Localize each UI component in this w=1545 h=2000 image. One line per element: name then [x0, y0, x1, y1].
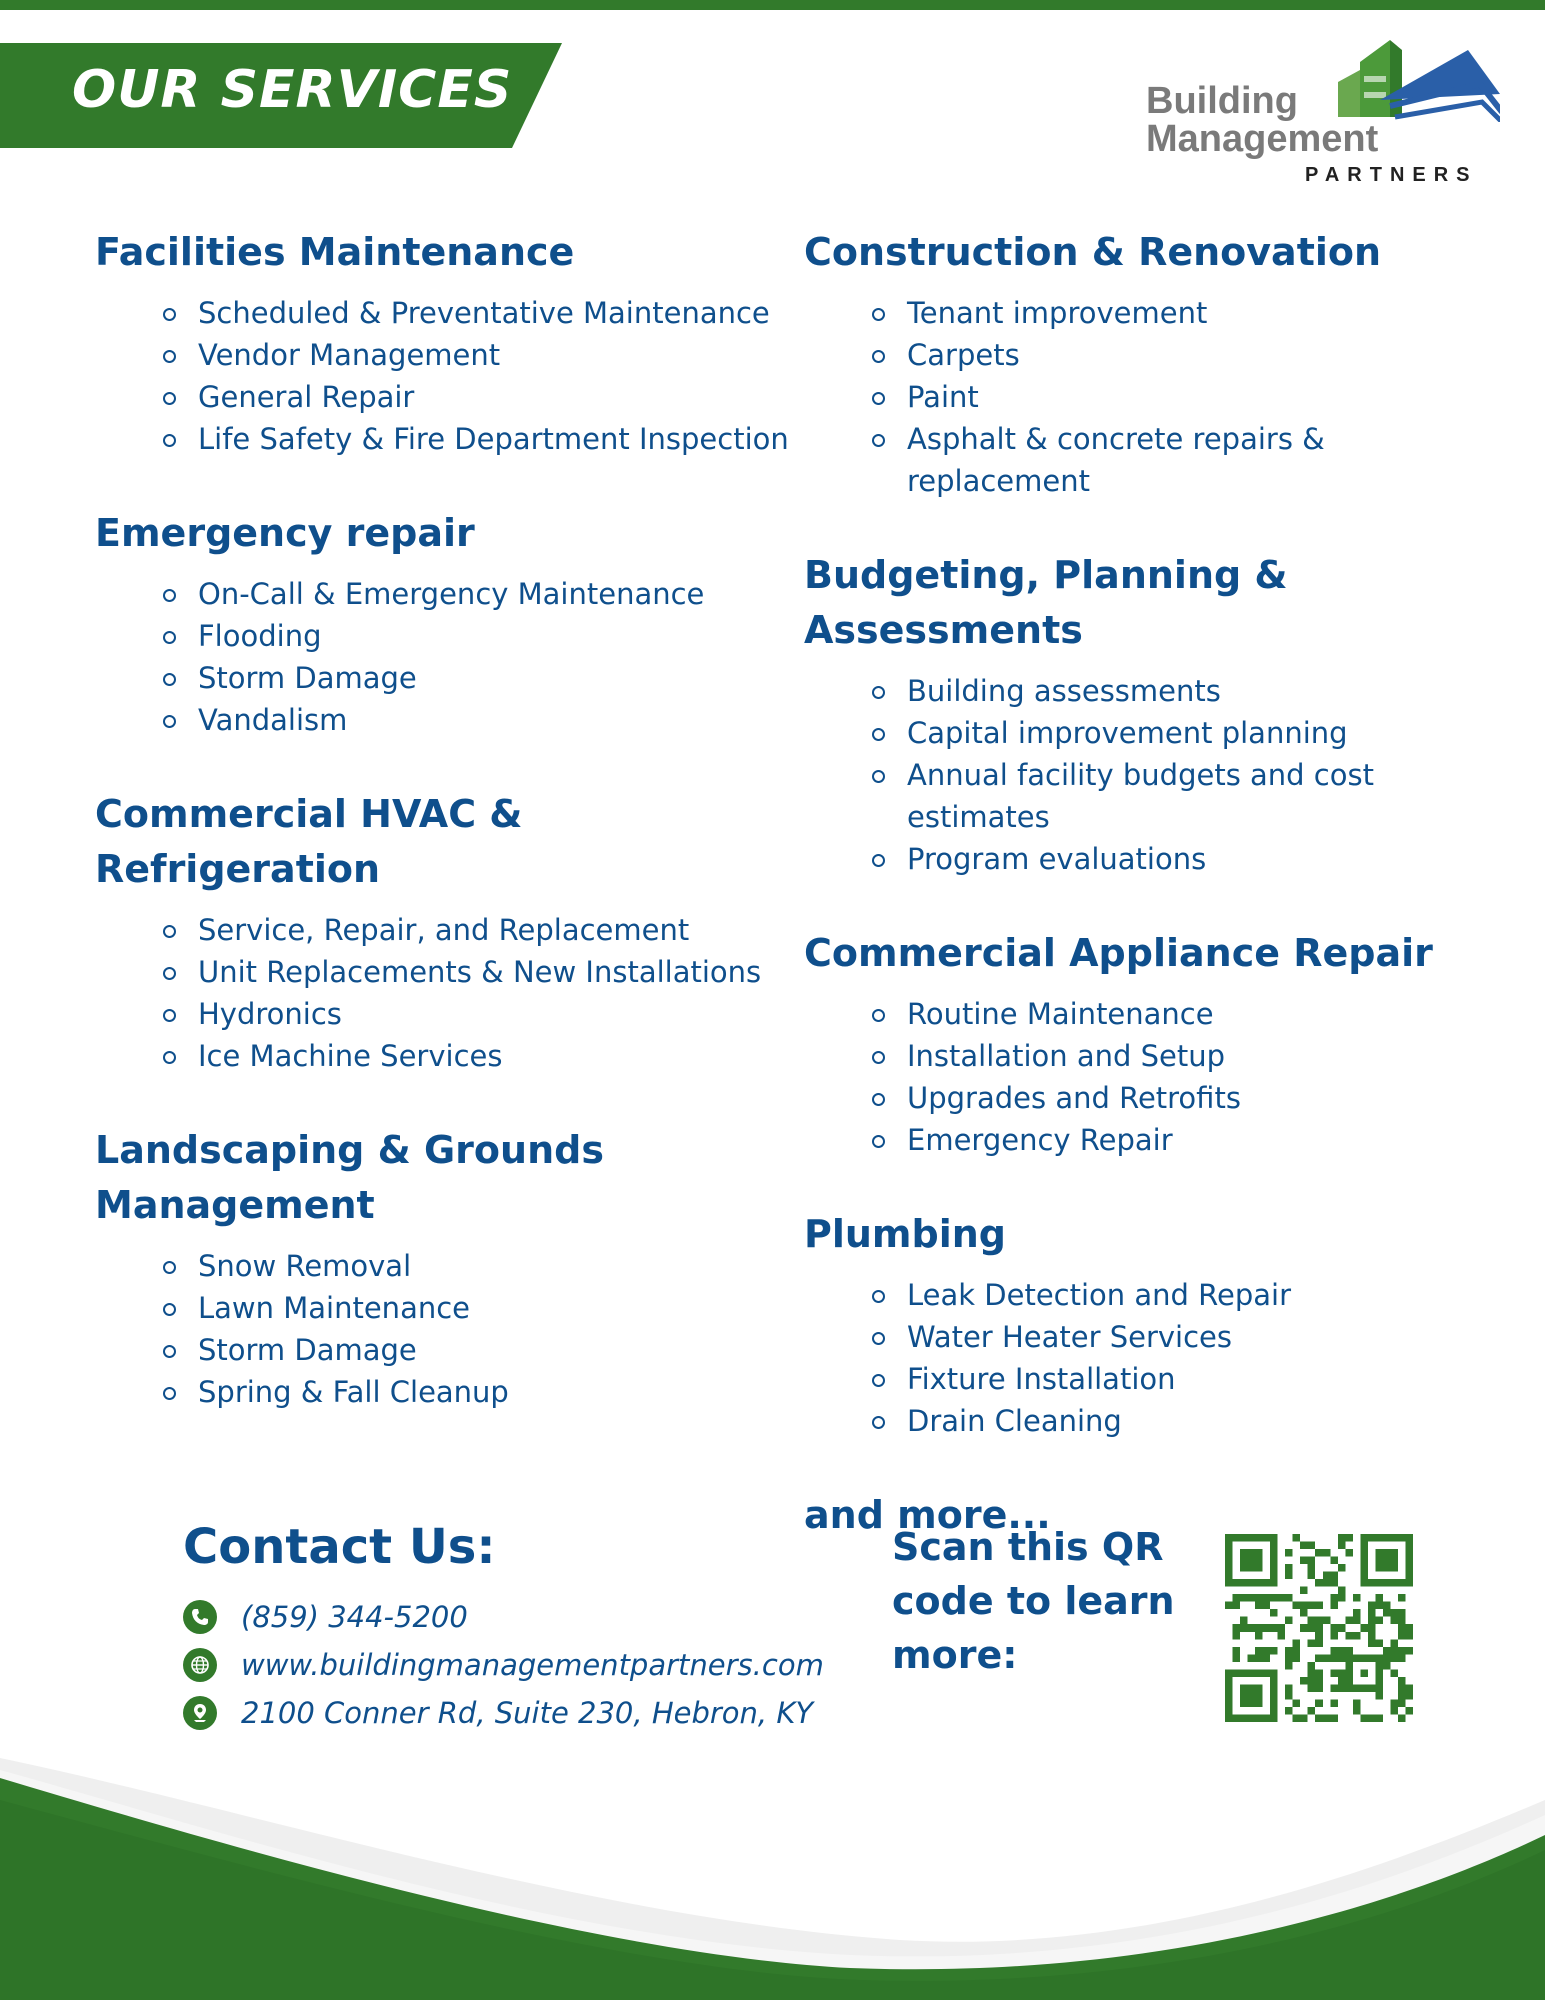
- circle-bullet-icon: [163, 1051, 176, 1064]
- list-item: Leak Detection and Repair: [907, 1274, 1504, 1316]
- service-section-landscaping: [95, 1123, 795, 1413]
- list-item: General Repair: [198, 376, 795, 418]
- qr-module: [1330, 1624, 1338, 1632]
- qr-module: [1285, 1549, 1293, 1557]
- qr-module: [1240, 1684, 1263, 1707]
- list-item: Service, Repair, and Replacement: [198, 909, 795, 951]
- qr-module: [1323, 1572, 1331, 1580]
- qr-module: [1390, 1699, 1398, 1707]
- qr-module: [1308, 1707, 1316, 1715]
- circle-bullet-icon: [163, 673, 176, 686]
- qr-module: [1255, 1624, 1263, 1632]
- qr-module: [1315, 1684, 1323, 1692]
- section-title: Emergency repair: [95, 511, 475, 555]
- qr-callout: [892, 1520, 1192, 1682]
- qr-module: [1368, 1632, 1376, 1640]
- qr-module: [1383, 1662, 1391, 1670]
- qr-module: [1300, 1602, 1308, 1610]
- globe-icon: [183, 1648, 217, 1682]
- qr-module: [1308, 1564, 1316, 1572]
- qr-module: [1360, 1624, 1368, 1632]
- qr-module: [1315, 1669, 1323, 1677]
- circle-bullet-icon: [872, 434, 885, 447]
- circle-bullet-icon: [872, 1290, 885, 1303]
- location-pin-icon: [183, 1696, 217, 1730]
- building-logo-icon: [1330, 22, 1500, 122]
- qr-module: [1383, 1609, 1391, 1617]
- qr-module: [1255, 1594, 1263, 1602]
- phone-number[interactable]: (859) 344-5200: [241, 1600, 468, 1634]
- circle-bullet-icon: [872, 1009, 885, 1022]
- qr-module: [1293, 1714, 1301, 1722]
- circle-bullet-icon: [872, 1332, 885, 1345]
- service-section-emergency: [95, 506, 795, 741]
- service-list: [95, 292, 795, 460]
- circle-bullet-icon: [872, 1135, 885, 1148]
- qr-module: [1375, 1602, 1383, 1610]
- left-service-column: [95, 225, 795, 1459]
- contact-address-row: [183, 1689, 843, 1737]
- list-item: Annual facility budgets and cost estimates: [907, 754, 1504, 838]
- qr-module: [1285, 1692, 1293, 1700]
- qr-module: [1308, 1542, 1316, 1550]
- qr-module: [1263, 1654, 1271, 1662]
- qr-module: [1285, 1617, 1293, 1625]
- list-item: Emergency Repair: [907, 1119, 1504, 1161]
- circle-bullet-icon: [163, 967, 176, 980]
- section-title: Construction & Renovation: [804, 230, 1382, 274]
- circle-bullet-icon: [163, 1303, 176, 1316]
- qr-module: [1323, 1579, 1331, 1587]
- qr-module: [1308, 1624, 1316, 1632]
- logo-text-partners: PARTNERS: [1305, 164, 1478, 186]
- list-item: Vendor Management: [198, 334, 795, 376]
- qr-module: [1308, 1617, 1316, 1625]
- qr-module: [1405, 1707, 1413, 1715]
- circle-bullet-icon: [163, 350, 176, 363]
- list-item: Vandalism: [198, 699, 795, 741]
- qr-module: [1263, 1647, 1271, 1655]
- qr-module: [1390, 1639, 1398, 1647]
- qr-module: [1398, 1632, 1406, 1640]
- qr-module: [1398, 1624, 1406, 1632]
- circle-bullet-icon: [872, 392, 885, 405]
- qr-module: [1293, 1654, 1301, 1662]
- qr-module: [1368, 1639, 1376, 1647]
- qr-module: [1315, 1602, 1323, 1610]
- qr-module: [1248, 1624, 1256, 1632]
- list-item: Carpets: [907, 334, 1504, 376]
- qr-module: [1405, 1684, 1413, 1692]
- qr-module: [1263, 1602, 1271, 1610]
- qr-module: [1330, 1594, 1338, 1602]
- qr-module: [1368, 1624, 1376, 1632]
- qr-module: [1375, 1617, 1383, 1625]
- circle-bullet-icon: [163, 1345, 176, 1358]
- list-item: Installation and Setup: [907, 1035, 1504, 1077]
- qr-module: [1300, 1677, 1308, 1685]
- list-item: Storm Damage: [198, 1329, 795, 1371]
- and-more-text: and more...: [804, 1493, 1051, 1537]
- list-item: On-Call & Emergency Maintenance: [198, 573, 795, 615]
- qr-module: [1315, 1549, 1323, 1557]
- qr-module: [1315, 1617, 1323, 1625]
- qr-module: [1263, 1594, 1271, 1602]
- qr-module: [1390, 1609, 1398, 1617]
- qr-callout-text: Scan this QR code to learn more:: [892, 1525, 1175, 1677]
- qr-module: [1390, 1707, 1398, 1715]
- qr-module: [1225, 1602, 1233, 1610]
- qr-module: [1368, 1609, 1376, 1617]
- circle-bullet-icon: [872, 854, 885, 867]
- qr-module: [1398, 1647, 1406, 1655]
- logo-text-management: Management: [1146, 118, 1379, 160]
- service-list: [95, 909, 795, 1077]
- list-item: Ice Machine Services: [198, 1035, 795, 1077]
- list-item: Snow Removal: [198, 1245, 795, 1287]
- qr-module: [1315, 1699, 1323, 1707]
- list-item: Tenant improvement: [907, 292, 1504, 334]
- list-item: Building assessments: [907, 670, 1504, 712]
- qr-module: [1233, 1654, 1241, 1662]
- qr-module: [1368, 1602, 1376, 1610]
- qr-module: [1233, 1647, 1241, 1655]
- qr-module: [1300, 1609, 1308, 1617]
- qr-module: [1375, 1639, 1383, 1647]
- qr-module: [1360, 1714, 1368, 1722]
- circle-bullet-icon: [872, 1416, 885, 1429]
- qr-module: [1293, 1699, 1301, 1707]
- qr-module: [1315, 1632, 1323, 1640]
- qr-module: [1300, 1714, 1308, 1722]
- qr-module: [1308, 1669, 1316, 1677]
- qr-module: [1338, 1564, 1346, 1572]
- qr-module: [1383, 1654, 1391, 1662]
- qr-module: [1270, 1594, 1278, 1602]
- qr-module: [1338, 1677, 1346, 1685]
- qr-module: [1315, 1654, 1323, 1662]
- list-item: Hydronics: [198, 993, 795, 1035]
- circle-bullet-icon: [163, 715, 176, 728]
- qr-module: [1345, 1534, 1353, 1542]
- qr-module: [1390, 1617, 1398, 1625]
- qr-module: [1330, 1579, 1338, 1587]
- circle-bullet-icon: [163, 1009, 176, 1022]
- qr-module: [1338, 1684, 1346, 1692]
- qr-module: [1338, 1624, 1346, 1632]
- qr-module: [1233, 1624, 1241, 1632]
- qr-module: [1248, 1654, 1256, 1662]
- footer-wave: [0, 1740, 1545, 2000]
- qr-module: [1398, 1617, 1406, 1625]
- service-section-budgeting: [804, 548, 1504, 880]
- qr-module: [1263, 1624, 1271, 1632]
- qr-module: [1338, 1647, 1346, 1655]
- qr-module: [1270, 1609, 1278, 1617]
- qr-module: [1240, 1594, 1248, 1602]
- qr-module: [1398, 1609, 1406, 1617]
- qr-module: [1270, 1624, 1278, 1632]
- qr-module: [1285, 1662, 1293, 1670]
- qr-module: [1353, 1707, 1361, 1715]
- list-item: Program evaluations: [907, 838, 1504, 880]
- qr-module: [1345, 1647, 1353, 1655]
- qr-module: [1353, 1632, 1361, 1640]
- circle-bullet-icon: [163, 589, 176, 602]
- qr-module: [1308, 1602, 1316, 1610]
- qr-module: [1353, 1609, 1361, 1617]
- service-list: [95, 1245, 795, 1413]
- qr-module: [1390, 1654, 1398, 1662]
- qr-module: [1240, 1549, 1263, 1572]
- service-section-hvac: [95, 787, 795, 1077]
- qr-module: [1315, 1579, 1323, 1587]
- qr-module: [1300, 1587, 1308, 1595]
- circle-bullet-icon: [872, 686, 885, 699]
- address-text: 2100 Conner Rd, Suite 230, Hebron, KY: [241, 1696, 814, 1730]
- qr-module: [1285, 1647, 1293, 1655]
- qr-module: [1330, 1714, 1338, 1722]
- qr-module: [1353, 1699, 1361, 1707]
- qr-module: [1278, 1632, 1286, 1640]
- service-list: [804, 1274, 1504, 1442]
- list-item: Lawn Maintenance: [198, 1287, 795, 1329]
- qr-module: [1308, 1662, 1316, 1670]
- qr-module: [1308, 1557, 1316, 1565]
- qr-module: [1330, 1684, 1338, 1692]
- qr-module: [1405, 1624, 1413, 1632]
- qr-module: [1323, 1549, 1331, 1557]
- right-service-column: [804, 225, 1504, 1543]
- qr-module: [1308, 1639, 1316, 1647]
- list-item: Flooding: [198, 615, 795, 657]
- circle-bullet-icon: [872, 308, 885, 321]
- page-title: OUR SERVICES: [72, 60, 513, 120]
- qr-module: [1323, 1654, 1331, 1662]
- qr-module: [1368, 1714, 1376, 1722]
- list-item: Asphalt & concrete repairs & replacement: [907, 418, 1504, 502]
- list-item: Life Safety & Fire Department Inspection: [198, 418, 795, 460]
- qr-module: [1330, 1654, 1338, 1662]
- qr-module: [1375, 1714, 1383, 1722]
- qr-module: [1308, 1572, 1316, 1580]
- qr-module: [1360, 1669, 1368, 1677]
- circle-bullet-icon: [872, 350, 885, 363]
- qr-module: [1398, 1714, 1406, 1722]
- list-item: Water Heater Services: [907, 1316, 1504, 1358]
- qr-module: [1338, 1587, 1346, 1595]
- qr-module: [1390, 1669, 1398, 1677]
- qr-module: [1293, 1602, 1301, 1610]
- qr-module: [1240, 1624, 1248, 1632]
- qr-module: [1285, 1572, 1293, 1580]
- circle-bullet-icon: [163, 1261, 176, 1274]
- qr-module: [1375, 1594, 1383, 1602]
- qr-module: [1270, 1647, 1278, 1655]
- list-item: Drain Cleaning: [907, 1400, 1504, 1442]
- list-item: Spring & Fall Cleanup: [198, 1371, 795, 1413]
- contact-section: [183, 1515, 843, 1737]
- qr-module: [1323, 1617, 1331, 1625]
- qr-module: [1398, 1594, 1406, 1602]
- qr-module: [1315, 1714, 1323, 1722]
- qr-module: [1330, 1647, 1338, 1655]
- section-title: Commercial HVAC & Refrigeration: [95, 792, 523, 891]
- qr-module: [1338, 1542, 1346, 1550]
- qr-module: [1338, 1594, 1346, 1602]
- qr-module: [1300, 1542, 1308, 1550]
- circle-bullet-icon: [163, 392, 176, 405]
- list-item: Capital improvement planning: [907, 712, 1504, 754]
- circle-bullet-icon: [163, 631, 176, 644]
- circle-bullet-icon: [872, 1374, 885, 1387]
- qr-module: [1255, 1647, 1263, 1655]
- circle-bullet-icon: [163, 925, 176, 938]
- service-section-facilities: [95, 225, 795, 460]
- qr-code[interactable]: [1225, 1534, 1413, 1722]
- qr-module: [1405, 1692, 1413, 1700]
- qr-module: [1285, 1654, 1293, 1662]
- qr-module: [1278, 1594, 1286, 1602]
- service-list: [95, 573, 795, 741]
- circle-bullet-icon: [163, 308, 176, 321]
- circle-bullet-icon: [163, 1387, 176, 1400]
- circle-bullet-icon: [872, 1051, 885, 1064]
- section-title: Facilities Maintenance: [95, 230, 575, 274]
- qr-module: [1398, 1654, 1406, 1662]
- qr-module: [1323, 1714, 1331, 1722]
- qr-module: [1330, 1699, 1338, 1707]
- qr-module: [1398, 1684, 1406, 1692]
- qr-module: [1308, 1684, 1316, 1692]
- qr-module: [1240, 1617, 1248, 1625]
- company-logo: [1140, 22, 1500, 192]
- list-item: Upgrades and Retrofits: [907, 1077, 1504, 1119]
- service-list: [804, 292, 1504, 502]
- contact-website-row[interactable]: [183, 1641, 843, 1689]
- list-item: Scheduled & Preventative Maintenance: [198, 292, 795, 334]
- section-title: Plumbing: [804, 1212, 1007, 1256]
- logo-text-building: Building: [1146, 80, 1298, 122]
- qr-module: [1285, 1564, 1293, 1572]
- qr-module: [1315, 1677, 1323, 1685]
- qr-module: [1330, 1632, 1338, 1640]
- circle-bullet-icon: [872, 770, 885, 783]
- qr-module: [1285, 1707, 1293, 1715]
- qr-module: [1293, 1534, 1301, 1542]
- qr-module: [1375, 1692, 1383, 1700]
- section-title: Landscaping & Grounds Management: [95, 1128, 604, 1227]
- service-section-appliance: [804, 926, 1504, 1161]
- qr-module: [1398, 1692, 1406, 1700]
- qr-module: [1345, 1632, 1353, 1640]
- list-item: Storm Damage: [198, 657, 795, 699]
- qr-module: [1233, 1602, 1241, 1610]
- qr-module: [1383, 1647, 1391, 1655]
- qr-module: [1375, 1549, 1398, 1572]
- qr-module: [1300, 1557, 1308, 1565]
- qr-module: [1368, 1617, 1376, 1625]
- qr-module: [1255, 1602, 1263, 1610]
- qr-module: [1353, 1594, 1361, 1602]
- service-section-construction: [804, 225, 1504, 502]
- qr-module: [1278, 1624, 1286, 1632]
- qr-module: [1383, 1602, 1391, 1610]
- qr-module: [1315, 1639, 1323, 1647]
- qr-module: [1255, 1632, 1263, 1640]
- circle-bullet-icon: [872, 728, 885, 741]
- list-item: Unit Replacements & New Installations: [198, 951, 795, 993]
- qr-module: [1293, 1647, 1301, 1655]
- section-title: Commercial Appliance Repair: [804, 931, 1433, 975]
- qr-module: [1353, 1617, 1361, 1625]
- list-item: Routine Maintenance: [907, 993, 1504, 1035]
- qr-module: [1315, 1624, 1323, 1632]
- contact-heading: Contact Us:: [183, 1519, 496, 1575]
- qr-module: [1405, 1632, 1413, 1640]
- qr-module: [1338, 1534, 1346, 1542]
- service-section-plumbing: [804, 1207, 1504, 1442]
- qr-module: [1285, 1684, 1293, 1692]
- qr-module: [1405, 1647, 1413, 1655]
- qr-module: [1345, 1549, 1353, 1557]
- circle-bullet-icon: [872, 1093, 885, 1106]
- circle-bullet-icon: [163, 434, 176, 447]
- phone-icon: [183, 1600, 217, 1634]
- qr-module: [1398, 1699, 1406, 1707]
- qr-module: [1338, 1654, 1346, 1662]
- contact-phone-row[interactable]: [183, 1593, 843, 1641]
- qr-module: [1293, 1639, 1301, 1647]
- qr-module: [1255, 1654, 1263, 1662]
- qr-module: [1345, 1617, 1353, 1625]
- qr-module: [1390, 1647, 1398, 1655]
- qr-module: [1338, 1669, 1346, 1677]
- qr-module: [1330, 1572, 1338, 1580]
- list-item: Paint: [907, 376, 1504, 418]
- qr-module: [1308, 1677, 1316, 1685]
- qr-module: [1330, 1602, 1338, 1610]
- section-title: Budgeting, Planning & Assessments: [804, 553, 1288, 652]
- qr-module: [1248, 1594, 1256, 1602]
- qr-module: [1300, 1624, 1308, 1632]
- qr-module: [1330, 1557, 1338, 1565]
- qr-module: [1233, 1594, 1241, 1602]
- qr-module: [1398, 1677, 1406, 1685]
- qr-module: [1285, 1594, 1293, 1602]
- service-list: [804, 670, 1504, 880]
- service-list: [804, 993, 1504, 1161]
- qr-module: [1330, 1669, 1338, 1677]
- website-link[interactable]: www.buildingmanagementpartners.com: [241, 1648, 824, 1682]
- list-item: Fixture Installation: [907, 1358, 1504, 1400]
- qr-module: [1233, 1632, 1241, 1640]
